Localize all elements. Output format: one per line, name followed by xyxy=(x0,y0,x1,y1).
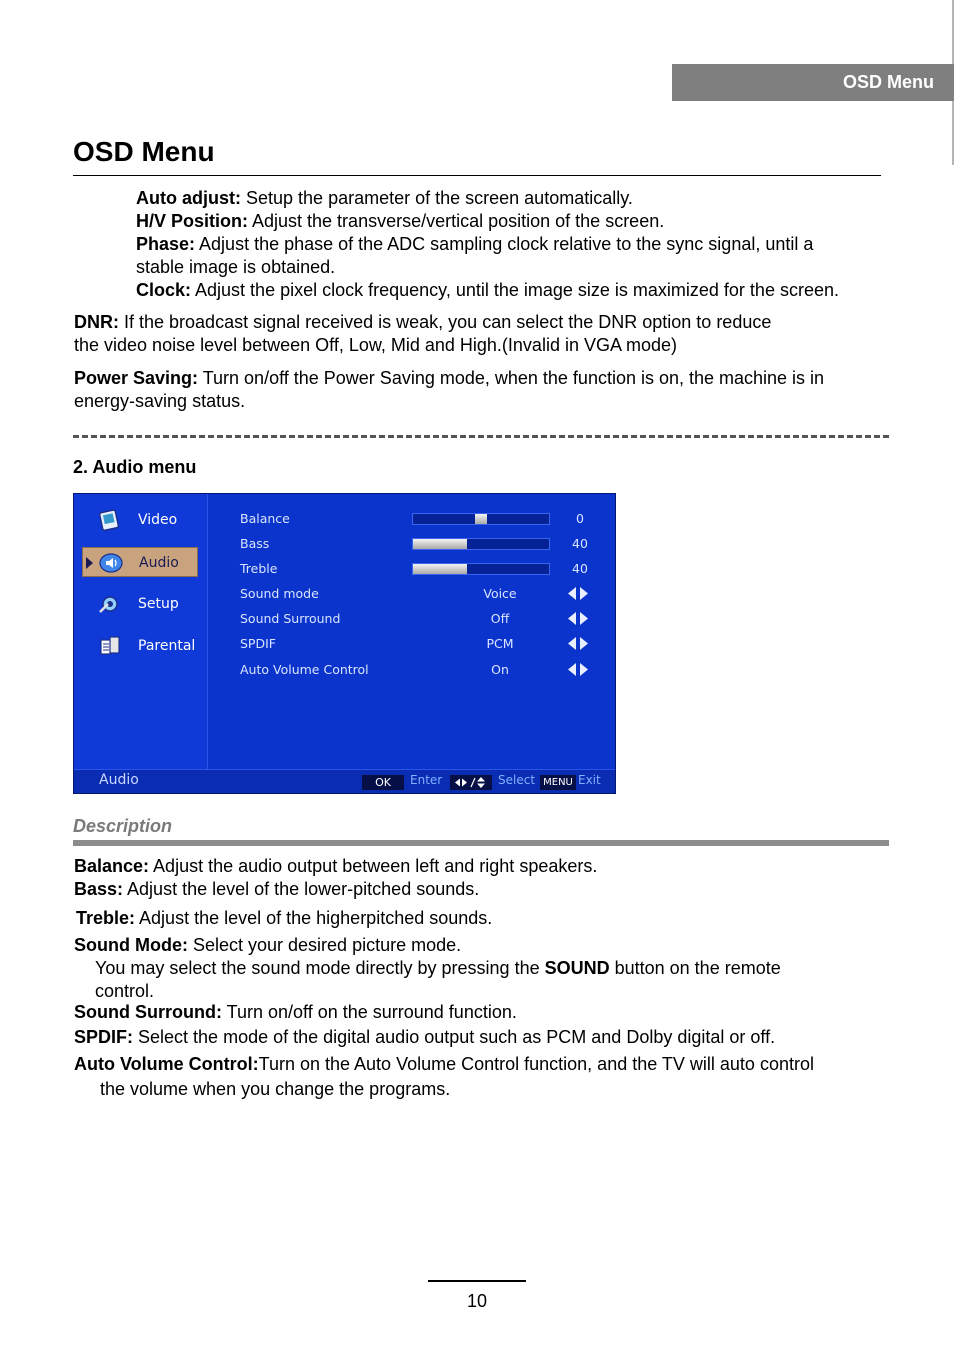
treble-desc: Treble: Adjust the level of the higherpitched sounds. xyxy=(76,908,493,928)
left-right-arrows-icon xyxy=(568,612,588,625)
osd-menu-parental: Parental xyxy=(82,631,198,661)
clock-line: Clock: Adjust the pixel clock frequency, until the image size is maximized for the screen. xyxy=(136,280,839,300)
sound-mode-desc: Sound Mode: Select your desired picture mode. xyxy=(74,935,462,955)
dashed-divider xyxy=(73,435,889,438)
balance-desc: Balance: Adjust the audio output between left and right speakers. xyxy=(74,856,598,876)
exit-hint: Exit xyxy=(578,773,601,787)
video-icon xyxy=(98,508,122,532)
osd-footer: Audio OK Enter Select MENU Exit xyxy=(74,769,616,794)
dnr-line: DNR: If the broadcast signal received is weak, you can select the DNR option to reduce xyxy=(74,312,772,332)
osd-menu-audio: Audio xyxy=(82,547,198,577)
selection-arrow-icon xyxy=(86,557,93,569)
left-right-arrows-icon xyxy=(568,663,588,676)
page-number-rule xyxy=(428,1280,526,1282)
treble-fill xyxy=(413,564,467,574)
osd-row-treble: Treble 40 xyxy=(240,561,588,576)
power-saving-line-2: energy-saving status. xyxy=(74,391,246,411)
surround-desc: Sound Surround: Turn on/off on the surround function. xyxy=(74,1002,517,1022)
dnr-line-2: the video noise level between Off, Low, Mid and High.(Invalid in VGA mode) xyxy=(74,335,678,355)
phase-line-2: stable image is obtained. xyxy=(136,257,336,277)
osd-row-auto-volume: Auto Volume Control On xyxy=(240,657,600,682)
section-title: 2. Audio menu xyxy=(73,457,197,477)
enter-hint: Enter xyxy=(410,773,443,787)
ok-key: OK xyxy=(362,775,404,790)
nav-key xyxy=(450,775,492,790)
left-right-arrows-icon xyxy=(568,637,588,650)
power-saving-line: Power Saving: Turn on/off the Power Saving mode, when the function is on, the machine is in xyxy=(74,368,825,388)
avc-desc: Auto Volume Control:Turn on the Auto Volume Control function, and the TV will auto control xyxy=(74,1054,814,1074)
osd-row-sound-surround: Sound Surround Off xyxy=(240,606,600,631)
sound-mode-note-2: control. xyxy=(95,981,155,1001)
title-divider xyxy=(73,175,881,176)
left-right-arrows-icon xyxy=(568,587,588,600)
osd-menu-panel xyxy=(74,494,208,769)
setup-icon xyxy=(98,592,122,616)
page-title: OSD Menu xyxy=(73,136,215,167)
balance-slider xyxy=(412,513,550,525)
description-heading: Description xyxy=(73,816,173,836)
sound-mode-note: You may select the sound mode directly by pressing the SOUND button on the remote xyxy=(95,958,781,978)
select-hint: Select xyxy=(498,773,536,787)
osd-menu-video: Video xyxy=(82,505,198,535)
menu-key: MENU xyxy=(540,775,576,790)
phase-line: Phase: Adjust the phase of the ADC sampling clock relative to the sync signal, until a xyxy=(136,234,814,254)
audio-icon xyxy=(99,551,123,575)
avc-desc-2: the volume when you change the programs. xyxy=(100,1079,451,1099)
balance-knob xyxy=(475,514,487,524)
parental-icon xyxy=(98,634,122,658)
osd-audio-screenshot xyxy=(73,493,616,794)
osd-row-balance: Balance 0 xyxy=(240,511,584,526)
osd-menu-setup: Setup xyxy=(82,589,198,619)
hv-position-line: H/V Position: Adjust the transverse/vertical position of the screen. xyxy=(136,211,665,231)
navigation-arrows-icon xyxy=(450,775,492,790)
bass-desc: Bass: Adjust the level of the lower-pitched sounds. xyxy=(74,879,480,899)
bass-fill xyxy=(413,539,467,549)
treble-slider xyxy=(412,563,550,575)
description-divider xyxy=(73,840,889,846)
auto-adjust-line: Auto adjust: Setup the parameter of the screen automatically. xyxy=(136,188,633,208)
header-tab: OSD Menu xyxy=(672,64,954,101)
osd-row-spdif: SPDIF PCM xyxy=(240,631,600,656)
osd-row-sound-mode: Sound mode Voice xyxy=(240,581,600,606)
page-number: 10 xyxy=(466,1291,488,1311)
osd-row-bass: Bass 40 xyxy=(240,536,588,551)
bass-slider xyxy=(412,538,550,550)
spdif-desc: SPDIF: Select the mode of the digital audio output such as PCM and Dolby digital or off. xyxy=(74,1027,776,1047)
